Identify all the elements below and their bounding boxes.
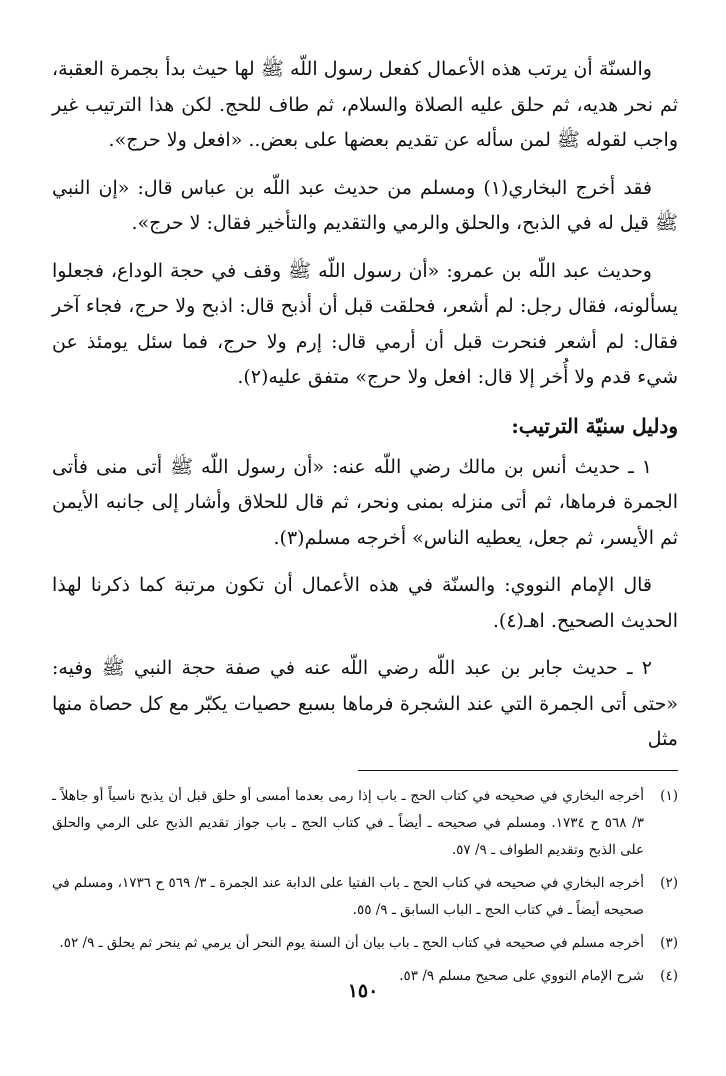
footnote-text: شرح الإمام النووي على صحيح مسلم ٩/ ٥٣. xyxy=(399,967,644,984)
paragraph-bukhari-ibn-abbas: فقد أخرج البخاري(١) ومسلم من حديث عبد اللّه بن عباس قال: «إن النبي ﷺ قيل له في الذبح، والحلق والرمي والتقديم والتأخير فقال: لا حرج». xyxy=(52,176,678,234)
main-text xyxy=(52,52,678,758)
footnote-text: أخرجه البخاري في صحيحه في كتاب الحج ـ باب الفتيا على الدابة عند الجمرة ـ ٣/ ٥٦٩ ح ١٧٣٦، ومسلم في صحيحه أيضاً ـ في كتاب الحج ـ الباب السابق ـ ٩/ ٥٥. xyxy=(52,874,644,918)
footnote-divider xyxy=(358,770,678,771)
footnote-number: (٣) xyxy=(660,934,678,951)
paragraph-nawawi-quote: قال الإمام النووي: والسنّة في هذه الأعمال أن تكون مرتبة كما ذكرنا لهذا الحديث الصحيح. اهـ(٤). xyxy=(52,574,678,632)
page-number: ١٥٠ xyxy=(347,980,379,1002)
paragraph-jabir-hadith: ٢ ـ حديث جابر بن عبد اللّه رضي اللّه عنه في صفة حجة النبي ﷺ وفيه: «حتى أتى الجمرة التي عند الشجرة فرماها بسبع حصيات يكبّر مع كل حصاة منها مثل xyxy=(52,657,678,750)
footnote-number: (٤) xyxy=(660,967,678,984)
footnote-text: أخرجه البخاري في صحيحه في كتاب الحج ـ باب إذا رمى بعدما أمسى أو حلق قبل أن يذبح ناسياً أو جاهلاً ـ ٣/ ٥٦٨ ح ١٧٣٤. ومسلم في صحيحه ـ أيضاً ـ في كتاب الحج ـ باب جواز تقديم الذبح على الرمي والحلق على الذبح وتقديم الطواف ـ ٩/ ٥٧. xyxy=(52,787,644,858)
paragraph-order-of-rites: والسنّة أن يرتب هذه الأعمال كفعل رسول اللّه ﷺ لها حيث بدأ بجمرة العقبة، ثم نحر هديه، ثم حلق عليه الصلاة والسلام، ثم طاف للحج. لكن هذا الترتيب غير واجب لقوله ﷺ لمن سأله عن تقديم بعضها على بعض.. «افعل ولا حرج». xyxy=(52,58,678,151)
footnote-number: (٢) xyxy=(660,874,678,891)
footnote-text: أخرجه مسلم في صحيحه في كتاب الحج ـ باب بيان أن السنة يوم النحر أن يرمي ثم ينحر ثم يحلق ـ ٩/ ٥٢. xyxy=(59,934,644,951)
footnotes xyxy=(52,783,678,990)
footnote-number: (١) xyxy=(660,787,678,804)
footnote-item xyxy=(52,930,678,957)
footnote-item xyxy=(52,870,678,924)
paragraph-ibn-amr-hadith: وحديث عبد اللّه بن عمرو: «أن رسول اللّه ﷺ وقف في حجة الوداع، فجعلوا يسألونه، فقال رجل: لم أشعر، فحلقت قبل أن أذبح قال: اذبح ولا حرج، فجاء آخر فقال: لم أشعر فنحرت قبل أن أرمي قال: إرم ولا حرج، فما سئل يومئذ عن شيء قدم ولا أُخر إلا قال: افعل ولا حرج» متفق عليه(٢). xyxy=(52,259,678,388)
footnote-item xyxy=(52,783,678,864)
section-heading: ودليل سنيّة الترتيب: xyxy=(511,413,678,438)
paragraph-anas-hadith: ١ ـ حديث أنس بن مالك رضي اللّه عنه: «أن رسول اللّه ﷺ أتى منى فأتى الجمرة فرماها، ثم أتى منزله بمنى ونحر، ثم قال للحلاق وأشار إلى جانبه الأيمن ثم الأيسر، ثم جعل، يعطيه الناس» أخرجه مسلم(٣). xyxy=(52,455,678,549)
